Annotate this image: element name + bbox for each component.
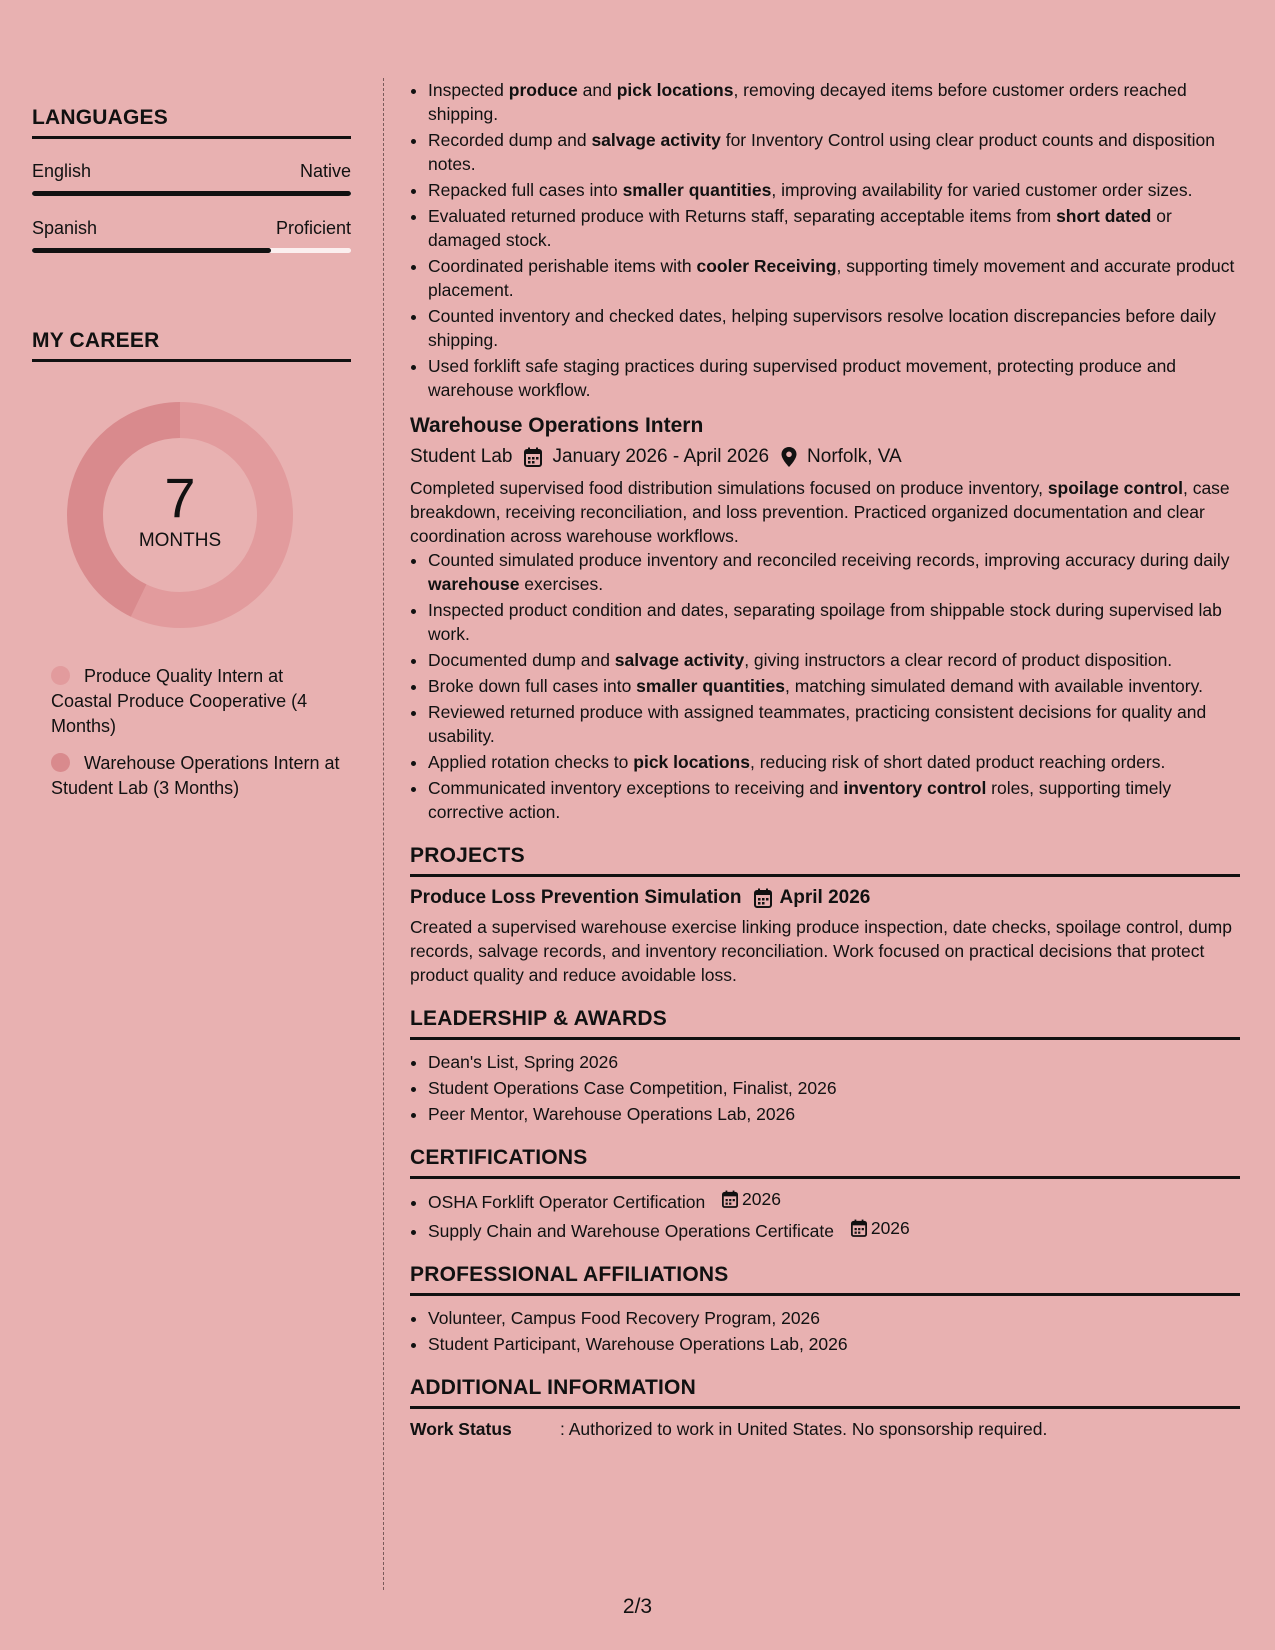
- keyword: pick locations: [633, 752, 750, 772]
- list-item: • Volunteer, Campus Food Recovery Program, 2026: [428, 1306, 1240, 1330]
- language-name: English: [32, 161, 92, 181]
- certifications-section: [410, 1146, 1240, 1243]
- list-item: • Evaluated returned produce with Returns staff, separating acceptable items from short dated or damaged stock.: [428, 204, 1240, 252]
- keyword: smaller quantities: [622, 180, 772, 200]
- list-item: • Peer Mentor, Warehouse Operations Lab, 2026: [428, 1102, 1240, 1126]
- certifications-list: [410, 1187, 1240, 1243]
- list-item: • Inspected produce and pick locations, removing decayed items before customer orders reached shipping.: [428, 78, 1240, 126]
- cert-date-wrap: [851, 1216, 910, 1240]
- job-location: Norfolk, VA: [807, 446, 902, 467]
- language-row-english: [32, 161, 351, 182]
- additional-heading: ADDITIONAL INFORMATION: [410, 1376, 1240, 1409]
- job-bullets: [410, 548, 1240, 824]
- language-level: Native: [299, 161, 351, 181]
- project-name: Produce Loss Prevention Simulation: [410, 887, 742, 908]
- job-title: Warehouse Operations Intern: [410, 414, 704, 437]
- project-date: April 2026: [779, 887, 871, 908]
- cert-name: Supply Chain and Warehouse Operations Certificate: [428, 1221, 834, 1241]
- career-heading: MY CAREER: [32, 329, 351, 362]
- job-summary: Completed supervised food distribution simulations focused on produce inventory, spoilage control, case breakdown, receiving reconciliation, and loss prevention. Practiced organized documentation and clear coordination across warehouse workflows.: [410, 478, 1230, 546]
- legend-item: [51, 751, 341, 801]
- keyword: short dated: [1056, 206, 1152, 226]
- keyword: warehouse: [428, 574, 520, 594]
- list-item: • Reviewed returned produce with assigned teammates, practicing consistent decisions for quality and usability.: [428, 700, 1240, 748]
- career-donut-chart: [65, 400, 295, 630]
- cert-name: OSHA Forklift Operator Certification: [428, 1192, 706, 1212]
- work-status-row: [410, 1419, 1240, 1440]
- language-bar-spanish: [32, 248, 351, 253]
- previous-job-bullets: [410, 78, 1240, 402]
- list-item: • Student Operations Case Competition, Finalist, 2026: [428, 1076, 1240, 1100]
- list-item: • Repacked full cases into smaller quantities, improving availability for varied customer order sizes.: [428, 178, 1240, 202]
- calendar-icon: [722, 1190, 738, 1208]
- list-item: • Dean's List, Spring 2026: [428, 1050, 1240, 1074]
- list-item: • Applied rotation checks to pick locations, reducing risk of short dated product reaching orders.: [428, 750, 1240, 774]
- leadership-heading: LEADERSHIP & AWARDS: [410, 1007, 1240, 1040]
- job-company: Student Lab: [410, 446, 513, 467]
- career-total: 7: [164, 466, 196, 529]
- language-row-spanish: [32, 218, 351, 239]
- legend-dot: [51, 753, 70, 772]
- keyword: inventory control: [843, 778, 987, 798]
- calendar-icon: [851, 1219, 867, 1237]
- list-item: • Used forklift safe staging practices during supervised product movement, protecting produce and warehouse workflow.: [428, 354, 1240, 402]
- keyword: spoilage control: [1047, 478, 1183, 498]
- calendar-icon: [524, 447, 542, 467]
- language-bar-fill: [32, 248, 271, 253]
- work-status-value: : Authorized to work in United States. No sponsorship required.: [560, 1419, 1048, 1439]
- list-item: • Communicated inventory exceptions to receiving and inventory control roles, supporting timely corrective action.: [428, 776, 1240, 824]
- cert-date: 2026: [742, 1189, 781, 1209]
- project-description: Created a supervised warehouse exercise linking produce inspection, date checks, spoilage control, dump records, salvage records, and inventory reconciliation. Work focused on practical decisions that protect product quality and reduce avoidable loss.: [410, 917, 1232, 985]
- map-pin-icon: [781, 447, 797, 467]
- legend-dot: [51, 666, 70, 685]
- career-unit: MONTHS: [138, 530, 222, 551]
- language-bar-fill: [32, 191, 351, 196]
- certifications-heading: CERTIFICATIONS: [410, 1146, 1240, 1179]
- list-item: • Recorded dump and salvage activity for Inventory Control using clear product counts and disposition notes.: [428, 128, 1240, 176]
- keyword: produce: [508, 80, 578, 100]
- list-item: • Student Participant, Warehouse Operations Lab, 2026: [428, 1332, 1240, 1356]
- keyword: salvage activity: [614, 650, 745, 670]
- affiliations-heading: PROFESSIONAL AFFILIATIONS: [410, 1263, 1240, 1296]
- cert-date-wrap: [722, 1187, 781, 1211]
- additional-section: [410, 1376, 1240, 1440]
- languages-section: [32, 106, 351, 253]
- language-bar-english: [32, 191, 351, 196]
- legend-label: Warehouse Operations Intern at Student Lab (3 Months): [51, 753, 340, 798]
- keyword: salvage activity: [591, 130, 721, 150]
- calendar-icon: [754, 888, 772, 908]
- career-legend: [51, 664, 341, 801]
- projects-section: [410, 844, 1240, 987]
- list-item: [428, 1216, 1240, 1243]
- work-status-label: Work Status: [410, 1419, 512, 1439]
- career-section: [32, 329, 351, 801]
- page-number: 2/3: [622, 1595, 653, 1618]
- languages-heading: LANGUAGES: [32, 106, 351, 139]
- keyword: pick locations: [616, 80, 734, 100]
- leadership-list: [410, 1050, 1240, 1126]
- list-item: • Broke down full cases into smaller quantities, matching simulated demand with available inventory.: [428, 674, 1240, 698]
- list-item: • Counted simulated produce inventory and reconciled receiving records, improving accuracy during daily warehouse exercises.: [428, 548, 1240, 596]
- projects-heading: PROJECTS: [410, 844, 1240, 877]
- leadership-section: [410, 1007, 1240, 1126]
- keyword: cooler Receiving: [696, 256, 837, 276]
- legend-item: [51, 664, 341, 739]
- language-level: Proficient: [275, 218, 351, 238]
- column-divider: [383, 78, 384, 1590]
- job-meta: [410, 446, 1240, 468]
- job-dates: January 2026 - April 2026: [552, 446, 770, 467]
- affiliations-list: [410, 1306, 1240, 1356]
- list-item: • Inspected product condition and dates, separating spoilage from shippable stock during supervised lab work.: [428, 598, 1240, 646]
- list-item: • Coordinated perishable items with cooler Receiving, supporting timely movement and accurate product placement.: [428, 254, 1240, 302]
- list-item: [428, 1187, 1240, 1214]
- keyword: smaller quantities: [636, 676, 785, 696]
- donut-center: [65, 400, 295, 630]
- list-item: • Documented dump and salvage activity, giving instructors a clear record of product disposition.: [428, 648, 1240, 672]
- cert-date: 2026: [870, 1218, 910, 1238]
- affiliations-section: [410, 1263, 1240, 1356]
- right-column: [410, 78, 1240, 1440]
- project-header: [410, 887, 1240, 909]
- left-column: [32, 0, 351, 813]
- legend-label: Produce Quality Intern at Coastal Produce Cooperative (4 Months): [51, 666, 308, 736]
- list-item: • Counted inventory and checked dates, helping supervisors resolve location discrepancies before daily shipping.: [428, 304, 1240, 352]
- language-name: Spanish: [32, 218, 98, 238]
